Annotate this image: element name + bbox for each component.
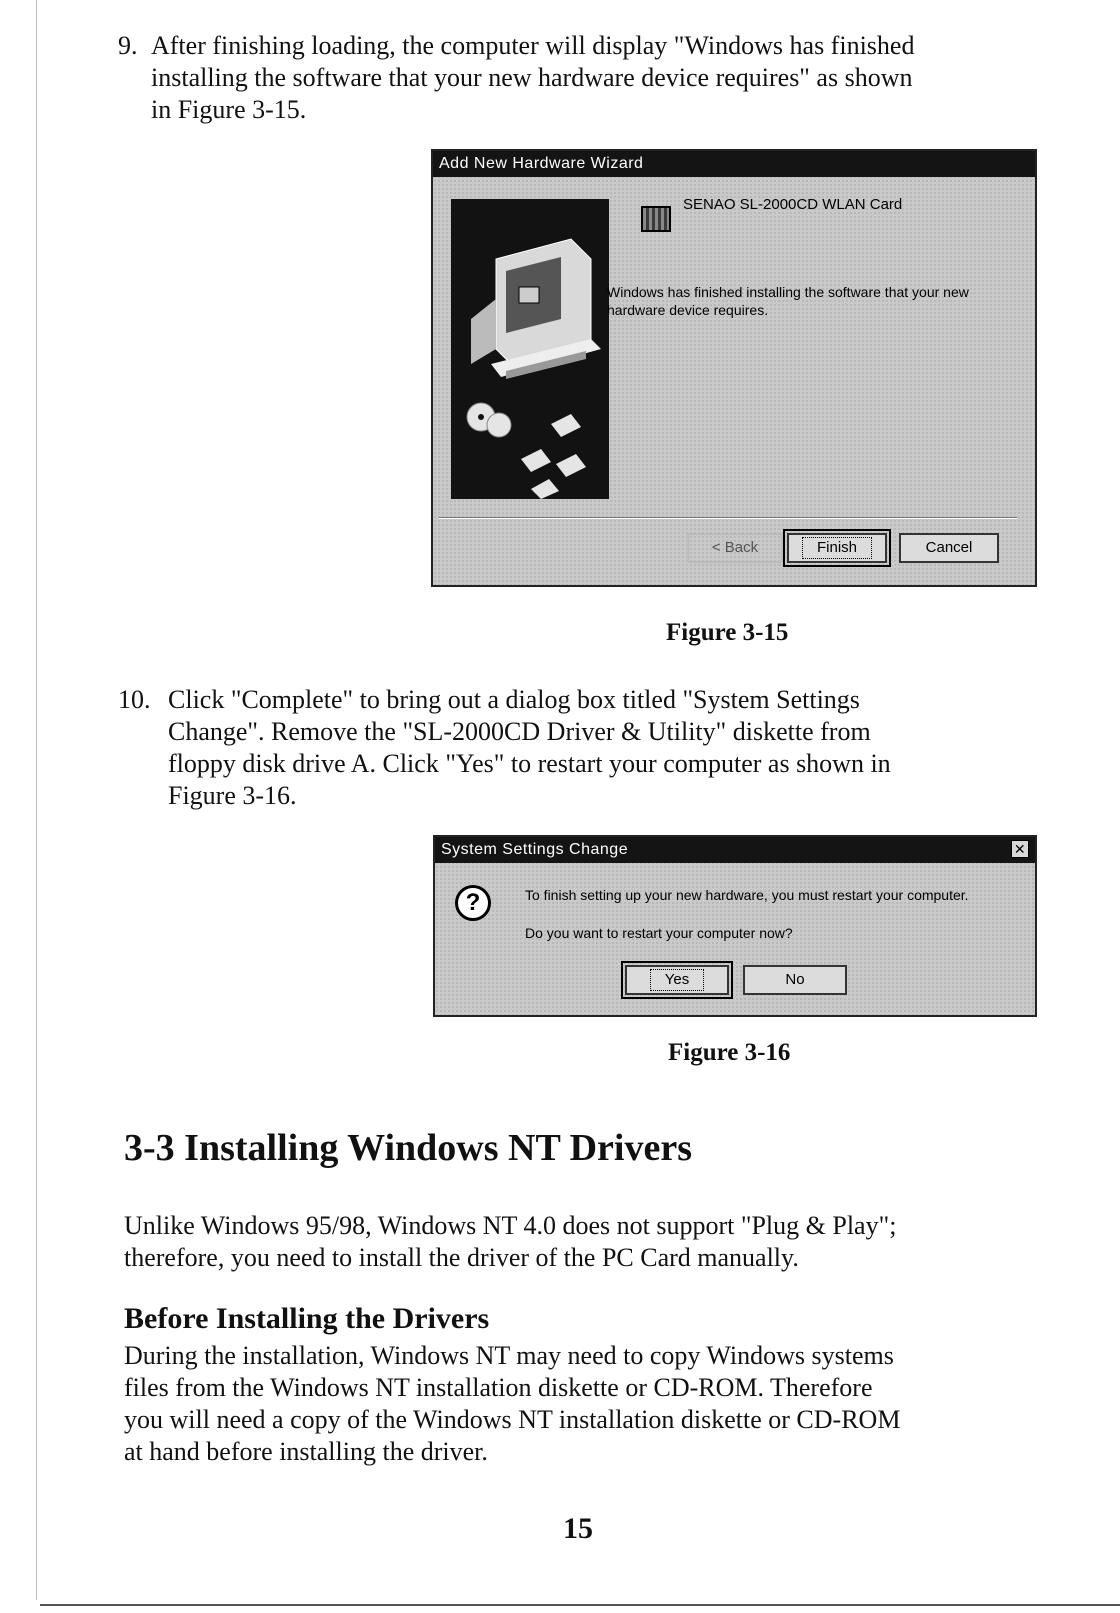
subsection-heading: Before Installing the Drivers [124, 1302, 490, 1335]
cancel-button-label: Cancel [925, 539, 973, 556]
wizard-message-line-2: hardware device requires. [607, 302, 769, 318]
close-button[interactable] [1011, 840, 1029, 858]
wizard-divider [439, 517, 1017, 519]
subsection-line-3: you will need a copy of the Windows NT installation diskette or CD-ROM [124, 1405, 901, 1434]
yes-button-label: Yes [650, 969, 704, 991]
step-10-line-4: Figure 3-16. [168, 781, 297, 810]
step-10-line-2: Change". Remove the "SL-2000CD Driver & Utility" diskette from [168, 717, 871, 746]
back-button[interactable] [687, 533, 783, 563]
add-new-hardware-wizard-screenshot [431, 149, 1037, 587]
section-intro-line-1: Unlike Windows 95/98, Windows NT 4.0 does not support "Plug & Play"; [124, 1211, 897, 1240]
step-9-line-3: in Figure 3-15. [151, 95, 307, 124]
settings-title-text: System Settings Change [441, 841, 629, 858]
no-button-label: No [785, 971, 805, 988]
computer-illustration-icon [451, 199, 609, 499]
page-bottom-border [40, 1604, 1120, 1606]
subsection-line-2: files from the Windows NT installation diskette or CD-ROM. Therefore [124, 1373, 873, 1402]
step-9-line-1: After finishing loading, the computer will display "Windows has finished [151, 31, 915, 60]
subsection-line-1: During the installation, Windows NT may need to copy Windows systems [124, 1341, 894, 1370]
system-settings-change-screenshot [433, 835, 1037, 1017]
step-10-line-1: Click "Complete" to bring out a dialog box titled "System Settings [168, 685, 860, 714]
step-10-line-3: floppy disk drive A. Click "Yes" to restart your computer as shown in [168, 749, 891, 778]
wizard-title-bar: Add New Hardware Wizard [433, 151, 1035, 177]
subsection-line-4: at hand before installing the driver. [124, 1437, 488, 1466]
step-9-number: 9. [118, 31, 138, 60]
back-button-label: < Back [711, 539, 759, 556]
step-9-line-2: installing the software that your new hardware device requires" as shown [151, 63, 913, 92]
cancel-button[interactable] [899, 533, 999, 563]
settings-title-bar [435, 837, 1035, 863]
yes-button[interactable] [625, 965, 729, 995]
page-number: 15 [563, 1512, 593, 1545]
wizard-message-line-1: Windows has finished installing the software that your new [607, 284, 969, 300]
question-icon: ? [455, 885, 491, 921]
section-intro-line-2: therefore, you need to install the driver of the PC Card manually. [124, 1243, 799, 1272]
page-left-border [36, 0, 37, 1600]
wizard-device-name: SENAO SL-2000CD WLAN Card [683, 196, 903, 213]
figure-3-16-caption: Figure 3-16 [668, 1039, 791, 1066]
settings-message-line-1: To finish setting up your new hardware, you must restart your computer. [525, 887, 969, 903]
settings-message-line-2: Do you want to restart your computer now? [525, 925, 793, 941]
no-button[interactable] [743, 965, 847, 995]
finish-button-label: Finish [802, 537, 872, 559]
section-heading: 3-3 Installing Windows NT Drivers [124, 1127, 692, 1169]
close-icon: ✕ [1013, 841, 1027, 857]
step-10-number: 10. [118, 685, 151, 714]
network-card-icon [641, 206, 671, 232]
finish-button[interactable] [787, 533, 887, 563]
wizard-illustration [451, 199, 609, 499]
figure-3-15-caption: Figure 3-15 [666, 619, 789, 646]
